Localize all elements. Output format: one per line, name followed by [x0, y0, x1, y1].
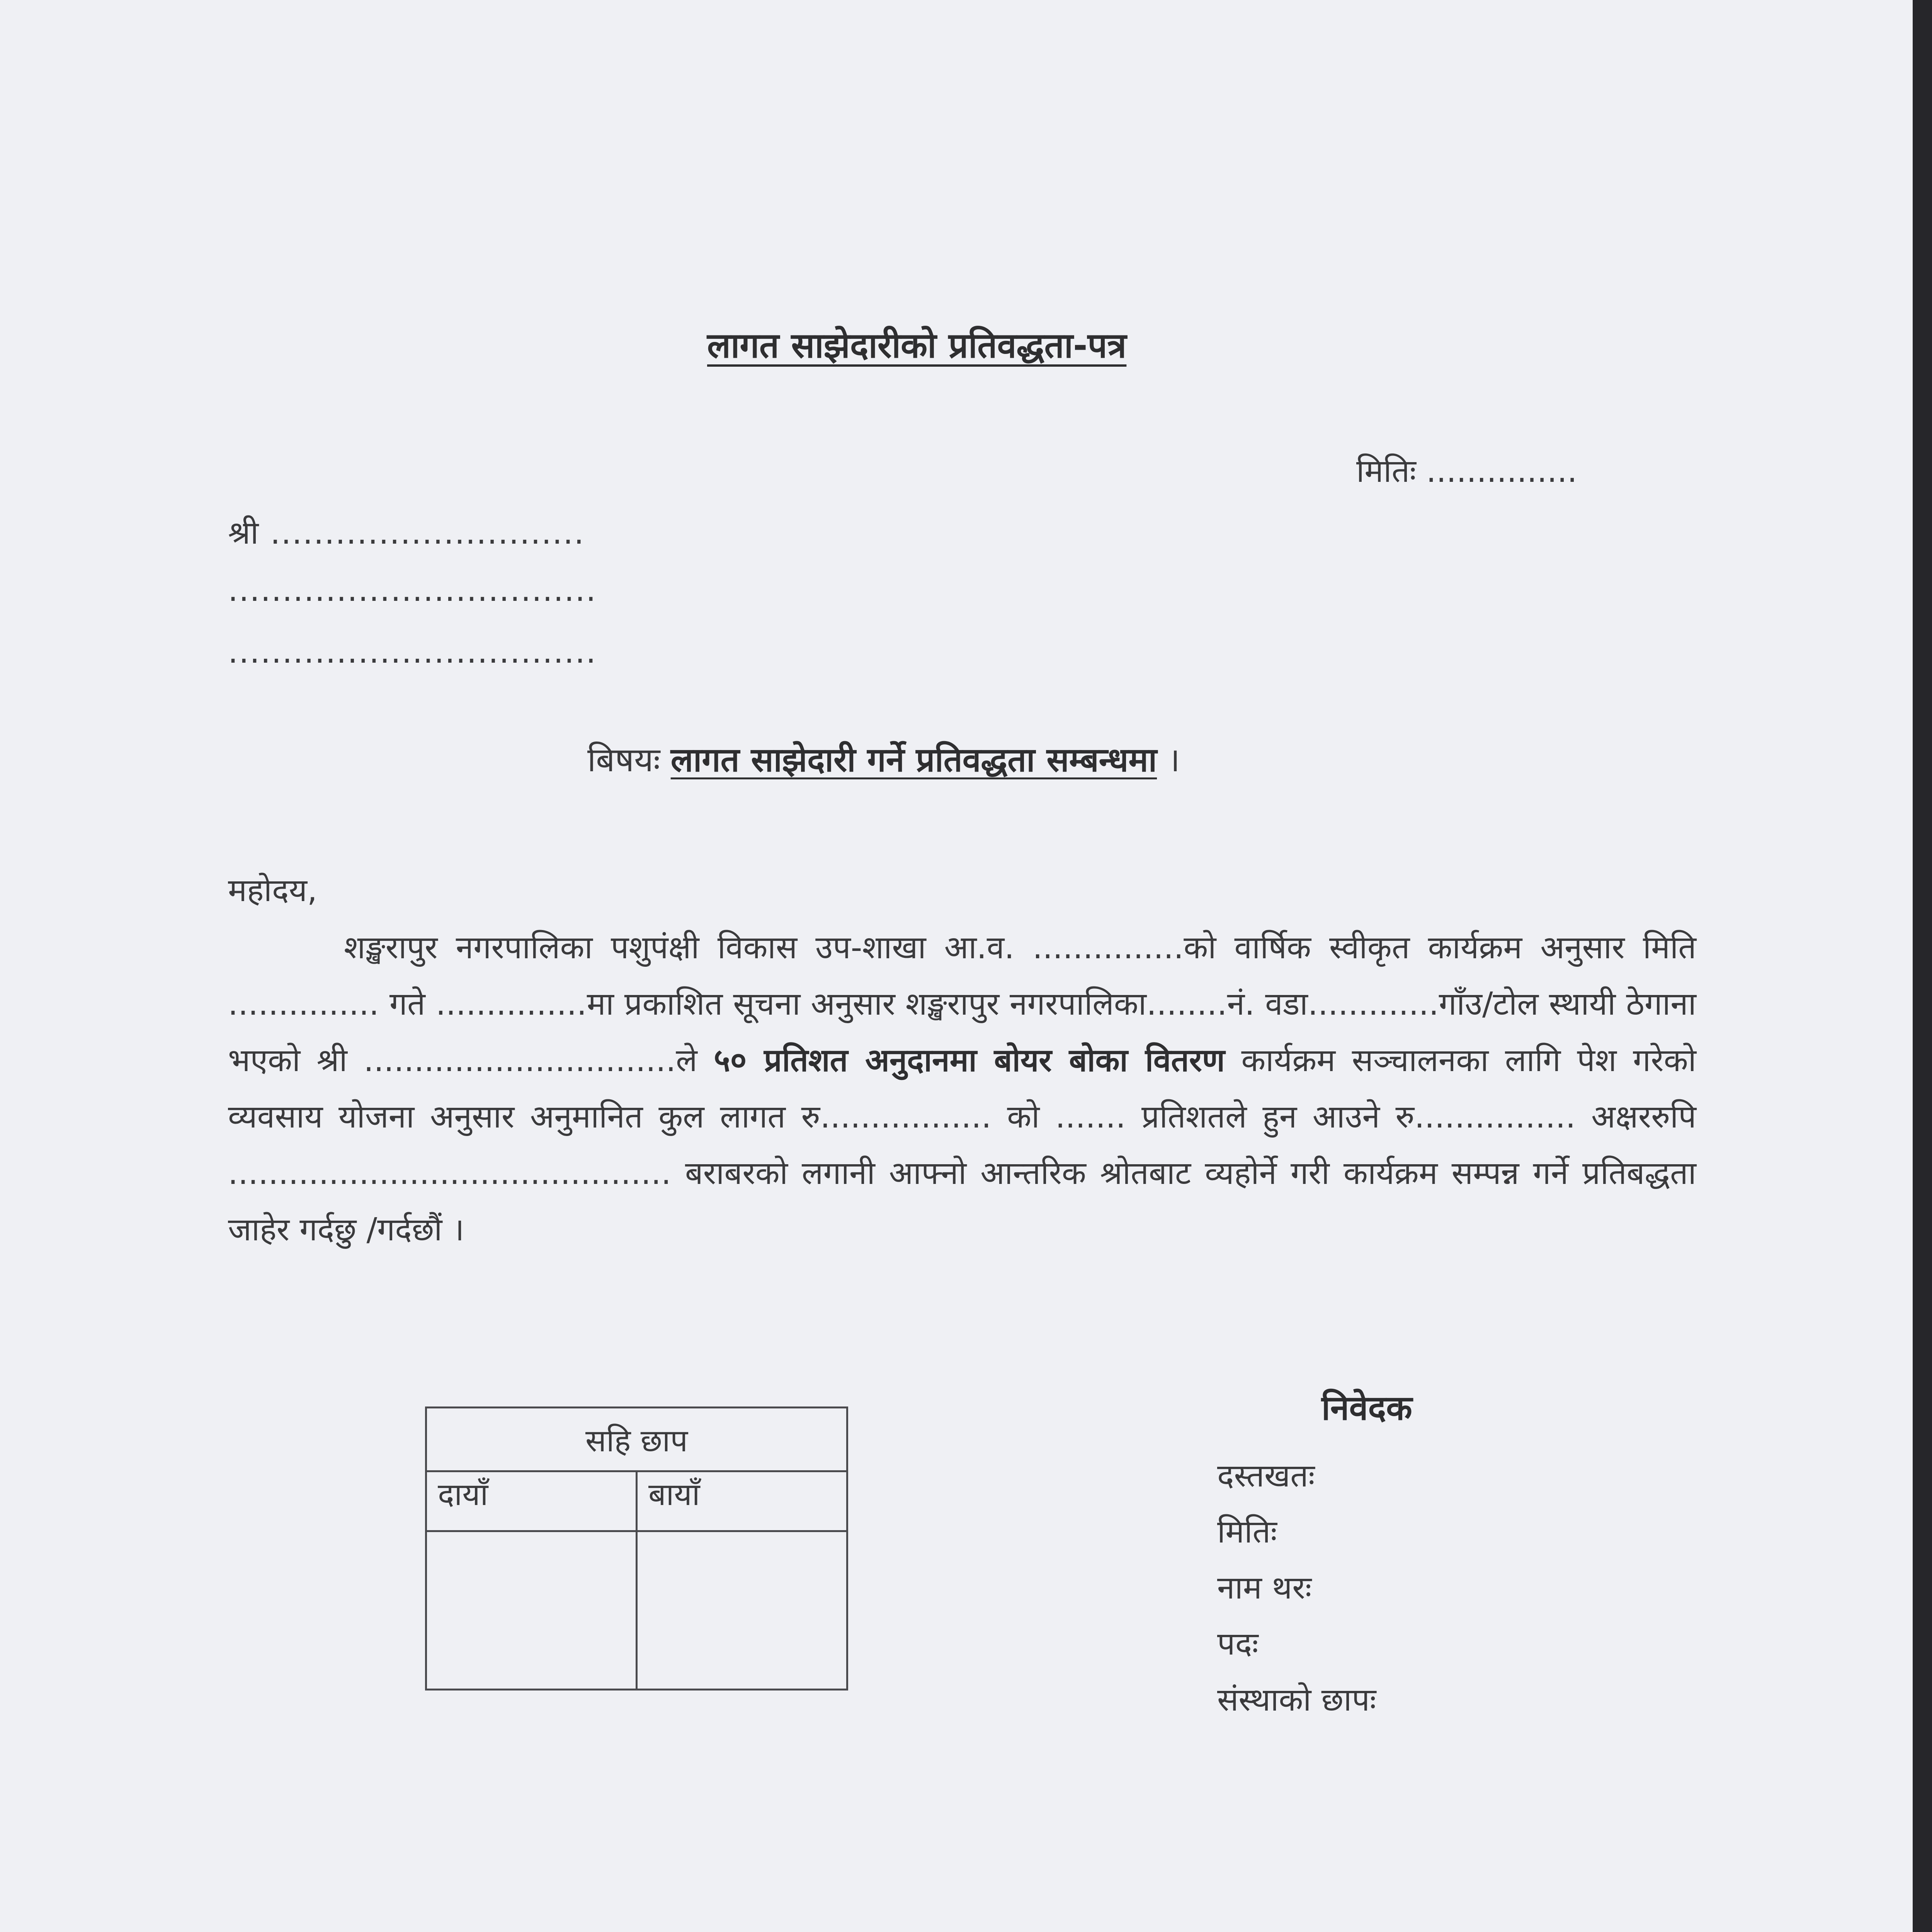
- stamp-right-box: [426, 1531, 637, 1690]
- addressee-line-2: ..................................: [228, 572, 597, 609]
- position-field: पदः: [1217, 1626, 1259, 1662]
- stamp-right-label: दायाँ: [426, 1471, 637, 1531]
- body-text-part1: शङ्खरापुर नगरपालिका पशुपंक्षी विकास उप-शाखा आ.व. ...............को वार्षिक स्वीकृत कार्यक्रम अनुसार मिति ............... गते ...............मा प्रकाशित सूचना अनुसार शङ्खरापुर नगरपालिका........नं. वडा.............गाँउ/टोल स्थायी ठेगाना भएको श्री ...............................ले: [228, 929, 1696, 1079]
- body-text-part2: कार्यक्रम सञ्चालनका लागि पेश गरेको व्यवसाय योजना अनुसार अनुमानित कुल लागत रु................. को ....... प्रतिशतले हुन आउने रु................ अक्षररुपि ............................................ बराबरको लगानी आफ्नो आन्तरिक श्रोतबाट व्यहोर्ने गरी कार्यक्रम सम्पन्न गर्ने प्रतिबद्धता जाहेर गर्दछु /गर्दछौं ।: [228, 1042, 1696, 1248]
- subject-line: [587, 736, 1180, 781]
- signature-field: दस्तखतः: [1217, 1458, 1315, 1494]
- subject-suffix: ।: [1167, 741, 1180, 779]
- stamp-left-label: बायाँ: [637, 1471, 847, 1531]
- name-field: नाम थरः: [1217, 1570, 1312, 1606]
- subject-prefix: बिषयः: [587, 741, 660, 779]
- date-line: मितिः ...............: [1356, 453, 1577, 490]
- addressee-line-3: ..................................: [228, 634, 597, 670]
- fingerprint-stamp-table: [425, 1406, 848, 1690]
- stamp-left-box: [637, 1531, 847, 1690]
- subject-text: लागत साझेदारी गर्ने प्रतिवद्धता सम्बन्धमा: [670, 741, 1157, 779]
- page-edge-shadow: [1913, 0, 1932, 1932]
- organization-stamp-field: संस्थाको छापः: [1217, 1682, 1376, 1718]
- body-paragraph: [228, 920, 1696, 1258]
- addressee-line-1: श्री .............................: [228, 515, 585, 551]
- applicant-date-field: मितिः: [1217, 1514, 1277, 1550]
- body-program-name: ५० प्रतिशत अनुदानमा बोयर बोका वितरण: [714, 1042, 1225, 1079]
- document-title: लागत साझेदारीको प्रतिवद्धता-पत्र: [707, 325, 1127, 366]
- applicant-heading: निवेदक: [1321, 1388, 1412, 1428]
- salutation: महोदय,: [228, 872, 317, 909]
- stamp-table-header: सहि छाप: [426, 1408, 847, 1471]
